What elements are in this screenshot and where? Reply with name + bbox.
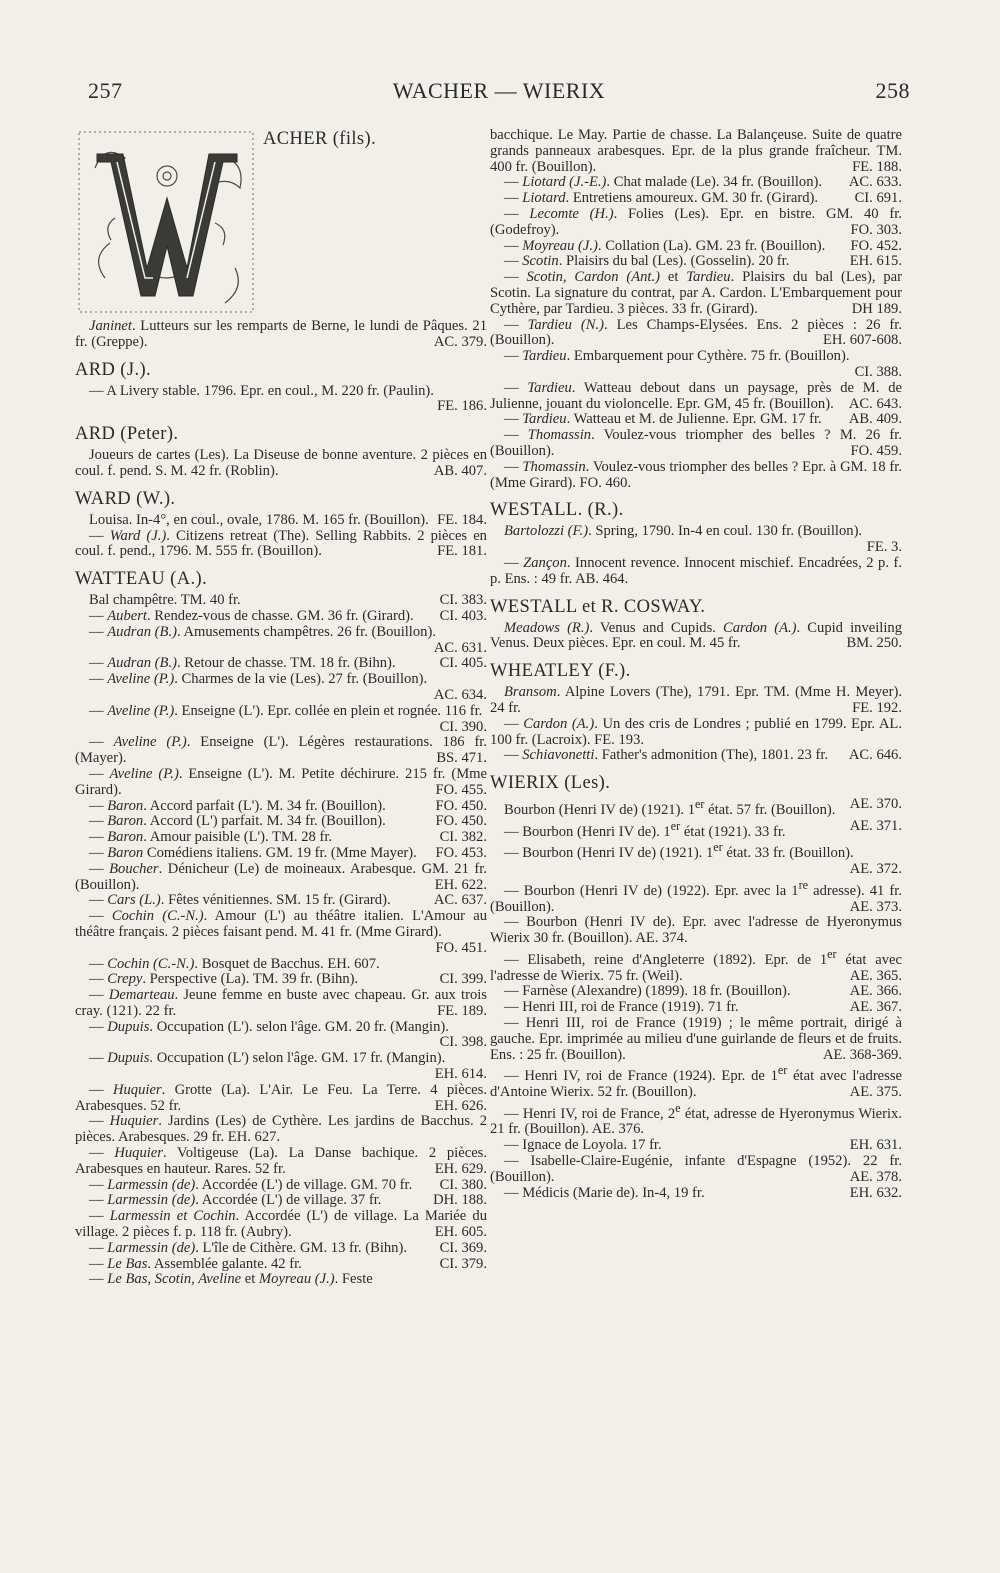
entry-heading: WHEATLEY (F.). xyxy=(490,661,631,682)
entry-text: Janinet. Lutteurs sur les remparts de Berne, le lundi de Pâques. 21 fr. (Greppe). AC. 379. xyxy=(75,318,487,350)
entry-text: — Tardieu. Watteau et M. de Julienne. Epr. GM. 17 fr. AB. 409. xyxy=(504,411,902,428)
entry-text: — Bourbon (Henri IV de). 1er état (1921). 33 fr. AE. 371. xyxy=(504,817,902,840)
decorated-initial-w xyxy=(75,128,257,316)
entry-text: — Huquier. Jardins (Les) de Cythère. Les jardins de Bacchus. 2 pièces. Arabesques. 29 fr. EH. 627. xyxy=(75,1113,487,1146)
catalog-reference: FO. 455. xyxy=(435,781,487,798)
catalog-reference: EH. 629. xyxy=(434,1160,487,1177)
catalog-reference: FO. 451. xyxy=(435,939,487,956)
catalog-reference: FE. 186. xyxy=(437,398,487,415)
entry-text: — Cochin (C.-N.). Bosquet de Bacchus. EH. 607. xyxy=(89,955,380,972)
entry-text: — Crepy. Perspective (La). TM. 39 fr. (Bihn). CI. 399. xyxy=(89,971,487,988)
entry-text: — Lecomte (H.). Folies (Les). Epr. en bistre. GM. 40 fr. (Godefroy). FO. 303. xyxy=(490,205,902,238)
catalog-reference: EH. 614. xyxy=(434,1066,487,1083)
catalog-reference: FE. 189. xyxy=(437,1002,487,1019)
entry-text: — Aubert. Rendez-vous de chasse. GM. 36 fr. (Girard). CI. 403. xyxy=(89,607,487,624)
entry-text: — Bourbon (Henri IV de) (1922). Epr. avec la 1re adresse). 41 fr. (Bouillon). AE. 373. xyxy=(490,877,902,915)
catalog-reference: AB. 409. xyxy=(848,411,902,428)
running-title: WACHER — WIERIX xyxy=(392,78,606,103)
entry-text: — Huquier. Grotte (La). L'Air. Le Feu. La Terre. 4 pièces. Arabesques. 52 fr. EH. 626. xyxy=(75,1081,487,1114)
catalog-reference: EH. 626. xyxy=(434,1097,487,1114)
catalog-reference: CI. 383. xyxy=(439,592,487,609)
entry-text: — Scotin. Plaisirs du bal (Les). (Gosselin). 20 fr. EH. 615. xyxy=(504,253,902,270)
entry-text: — Audran (B.). Amusements champêtres. 26 fr. (Bouillon). AC. 631. xyxy=(89,623,487,656)
catalog-reference: FO. 450. xyxy=(435,813,487,830)
entry-heading: WESTALL et R. COSWAY. xyxy=(490,596,706,617)
entry-text: — Liotard (J.-E.). Chat malade (Le). 34 fr. (Bouillon). AC. 633. xyxy=(504,174,902,191)
catalog-reference: EH. 632. xyxy=(849,1184,902,1201)
entry-text: — A Livery stable. 1796. Epr. en coul., M. 220 fr. (Paulin). FE. 186. xyxy=(89,382,487,415)
catalog-reference: FO. 452. xyxy=(850,237,902,254)
entry-heading: WESTALL. (R.). xyxy=(490,500,624,521)
catalog-reference: AE. 366. xyxy=(849,983,902,1000)
catalog-reference: AE. 368-369. xyxy=(822,1046,902,1063)
catalog-reference: CI. 403. xyxy=(439,607,487,624)
entry-text: — Boucher. Dénicheur (Le) de moineaux. Arabesque. GM. 21 fr. (Bouillon). EH. 622. xyxy=(75,860,487,893)
catalog-reference: FE. 3. xyxy=(866,539,902,556)
entry-text: Bourbon (Henri IV de) (1921). 1er état. 57 fr. (Bouillon). AE. 370. xyxy=(504,796,902,818)
catalog-reference: AB. 407. xyxy=(433,462,487,479)
catalog-reference: AC. 379. xyxy=(433,333,487,350)
entry-heading: ARD (J.). xyxy=(75,359,152,380)
entry-text: — Liotard. Entretiens amoureux. GM. 30 fr. (Girard). CI. 691. xyxy=(504,190,902,207)
catalog-reference: AE. 367. xyxy=(849,999,902,1016)
entry-text: — Farnèse (Alexandre) (1899). 18 fr. (Bouillon). AE. 366. xyxy=(504,983,902,1000)
catalog-reference: CI. 369. xyxy=(439,1239,487,1256)
catalog-reference: CI. 380. xyxy=(439,1176,487,1193)
entry-text: — Le Bas. Assemblée galante. 42 fr. CI. 379. xyxy=(89,1255,487,1272)
entry-text: — Baron Comédiens italiens. GM. 19 fr. (Mme Mayer). FO. 453. xyxy=(89,844,487,861)
entry-text: — Henri III, roi de France (1919) ; le même portrait, dirigé à gauche. Epr. imprimée au milieu d'une guirlande de fleurs et de fruits. Ens. : 25 fr. (Bouillon). AE. 368-369. xyxy=(490,1014,902,1063)
entry-text: Meadows (R.). Venus and Cupids. Cardon (A.). Cupid inveiling Venus. Deux pièces. Epr. en coul. M. 45 fr. BM. 250. xyxy=(490,619,902,652)
entry-text: — Tardieu. Watteau debout dans un paysage, près de M. de Julienne, jouant du violoncelle. Epr. GM, 45 fr. (Bouillon). AC. 643. xyxy=(490,379,902,412)
entry-text: — Cars (L.). Fêtes vénitiennes. SM. 15 fr. (Girard). AC. 637. xyxy=(89,892,487,909)
catalog-reference: FE. 192. xyxy=(852,699,902,716)
entry-text: — Isabelle-Claire-Eugénie, infante d'Espagne (1952). 22 fr. (Bouillon). AE. 378. xyxy=(490,1153,902,1185)
catalog-reference: AC. 631. xyxy=(433,639,487,656)
entry-text: Bartolozzi (F.). Spring, 1790. In-4 en coul. 130 fr. (Bouillon). FE. 3. xyxy=(504,523,902,556)
catalog-reference: EH. 622. xyxy=(434,876,487,893)
entry-text: — Moyreau (J.). Collation (La). GM. 23 fr. (Bouillon). FO. 452. xyxy=(504,237,902,254)
catalog-reference: CI. 390. xyxy=(439,718,487,735)
catalog-reference: EH. 631. xyxy=(849,1137,902,1154)
entry-text: — Thomassin. Voulez-vous triompher des belles ? Epr. à GM. 18 fr. (Mme Girard). FO. 460. xyxy=(490,458,902,491)
page-number-left: 257 xyxy=(88,78,123,103)
ornamental-w-icon xyxy=(75,128,257,316)
entry-text: — Baron. Amour paisible (L'). TM. 28 fr. CI. 382. xyxy=(89,829,487,846)
page-header xyxy=(88,78,910,112)
entry-text: — Dupuis. Occupation (L') selon l'âge. GM. 17 fr. (Mangin). EH. 614. xyxy=(89,1050,487,1083)
catalog-reference: AC. 646. xyxy=(848,747,902,764)
entry-text: — Zançon. Innocent revence. Innocent mischief. Encadrées, 2 p. f. p. Ens. : 49 fr. AB. 464. xyxy=(490,554,902,587)
entry-heading: WIERIX (Les). xyxy=(490,773,611,794)
entry-text: Louisa. In-4°, en coul., ovale, 1786. M. 165 fr. (Bouillon). FE. 184. xyxy=(89,511,487,528)
entry-text: Joueurs de cartes (Les). La Diseuse de bonne aventure. 2 pièces en coul. f. pend. S. M. 42 fr. (Roblin). AB. 407. xyxy=(75,447,487,479)
catalog-reference: CI. 399. xyxy=(439,971,487,988)
catalog-reference: AC. 637. xyxy=(433,892,487,909)
catalog-reference: BS. 471. xyxy=(436,750,487,767)
catalog-reference: AE. 365. xyxy=(849,967,902,984)
entry-text: — Aveline (P.). Enseigne (L'). M. Petite déchirure. 215 fr. (Mme Girard). FO. 455. xyxy=(75,765,488,798)
catalog-reference: FO. 303. xyxy=(850,221,902,238)
catalog-reference: FE. 181. xyxy=(437,543,487,560)
entry-text: — Thomassin. Voulez-vous triompher des belles ? M. 26 fr. (Bouillon). FO. 459. xyxy=(490,427,902,459)
entry-text: — Schiavonetti. Father's admonition (The), 1801. 23 fr. AC. 646. xyxy=(504,747,902,764)
catalog-reference: FO. 450. xyxy=(435,797,487,814)
catalog-reference: DH. 188. xyxy=(433,1192,487,1209)
entry-text: — Aveline (P.). Enseigne (L'). Légères restaurations. 186 fr. (Mayer). BS. 471. xyxy=(75,734,488,767)
entry-text: — Henri IV, roi de France (1924). Epr. de 1er état avec l'adresse d'Antoine Wierix. 52 fr. (Bouillon). AE. 375. xyxy=(490,1063,902,1100)
catalog-reference: FE. 188. xyxy=(852,158,902,175)
right-column xyxy=(490,128,902,1201)
catalog-reference: EH. 615. xyxy=(849,253,902,270)
catalog-reference: CI. 388. xyxy=(854,363,902,380)
entry-text: — Bourbon (Henri IV de) (1921). 1er état. 33 fr. (Bouillon). AE. 372. xyxy=(504,840,902,878)
catalog-reference: AE. 378. xyxy=(849,1168,902,1185)
entry-text: — Scotin, Cardon (Ant.) et Tardieu. Plaisirs du bal (Les), par Scotin. La signature du contrat, par A. Cardon. L'Embarquement pour Cythère, par Tardieu. 3 pièces. 33 fr. (Girard). DH 189. xyxy=(490,269,902,317)
entry-text: — Ward (J.). Citizens retreat (The). Selling Rabbits. 2 pièces en coul. f. pend., 1796. M. 555 fr. (Bouillon). FE. 181. xyxy=(75,527,487,560)
entry-heading: WATTEAU (A.). xyxy=(75,569,208,590)
entry-text: — Bourbon (Henri IV de). Epr. avec l'adresse de Hyeronymus Wierix 30 fr. (Bouillon). AE. 374. xyxy=(490,914,902,947)
entry-text: — Cardon (A.). Un des cris de Londres ; publié en 1799. Epr. AL. 100 fr. (Lacroix). FE. 193. xyxy=(490,715,902,748)
catalog-reference: AC. 634. xyxy=(433,686,487,703)
left-column xyxy=(75,128,487,1288)
catalog-reference: CI. 379. xyxy=(439,1255,487,1272)
entry-heading: ACHER (fils). xyxy=(263,129,377,149)
entry-text: Bransom. Alpine Lovers (The), 1791. Epr. TM. (Mme H. Meyer). 24 fr. FE. 192. xyxy=(490,684,902,716)
catalog-reference: FE. 184. xyxy=(437,511,487,528)
catalog-reference: AE. 373. xyxy=(849,898,902,915)
entry-text: — Baron. Accord parfait (L'). M. 34 fr. (Bouillon). FO. 450. xyxy=(89,797,487,814)
catalog-reference: FO. 453. xyxy=(435,844,487,861)
entry-text: — Larmessin (de). Accordée (L') de village. GM. 70 fr. CI. 380. xyxy=(89,1176,487,1193)
catalog-reference: AC. 633. xyxy=(848,174,902,191)
catalog-reference: AE. 372. xyxy=(849,861,902,878)
catalog-reference: BM. 250. xyxy=(846,635,902,652)
page-number-right: 258 xyxy=(875,78,910,103)
catalog-reference: CI. 398. xyxy=(439,1034,487,1051)
catalog-reference: AE. 371. xyxy=(849,817,902,834)
entry-text: — Le Bas, Scotin, Aveline et Moyreau (J.). Feste xyxy=(89,1271,373,1288)
entry-text: — Larmessin (de). Accordée (L') de village. 37 fr. DH. 188. xyxy=(89,1192,487,1209)
entry-text: bacchique. Le May. Partie de chasse. La Balançeuse. Suite de quatre grands panneaux arabesques. Epr. de la plus grande fraîcheur. TM. 400 fr. (Bouillon). FE. 188. xyxy=(490,127,902,175)
entry-text: — Demarteau. Jeune femme en buste avec chapeau. Gr. aux trois cray. (121). 22 fr. FE. 189. xyxy=(75,987,487,1019)
catalog-reference: CI. 691. xyxy=(854,190,902,207)
catalog-reference: DH 189. xyxy=(851,300,902,317)
entry-text: — Audran (B.). Retour de chasse. TM. 18 fr. (Bihn). CI. 405. xyxy=(89,655,487,672)
entry-text: — Elisabeth, reine d'Angleterre (1892). Epr. de 1er état avec l'adresse de Wierix. 75 fr. (Weil). AE. 365. xyxy=(490,946,902,984)
catalog-reference: CI. 382. xyxy=(439,829,487,846)
entry-text: — Tardieu. Embarquement pour Cythère. 75 fr. (Bouillon). CI. 388. xyxy=(504,348,902,380)
entry-text: — Aveline (P.). Charmes de la vie (Les). 27 fr. (Bouillon). AC. 634. xyxy=(89,671,487,703)
entry-text: — Huquier. Voltigeuse (La). La Danse bachique. 2 pièces. Arabesques en hauteur. Rares. 52 fr. EH. 629. xyxy=(75,1145,488,1177)
catalog-reference: FO. 459. xyxy=(850,442,902,459)
entry-text: — Larmessin (de). L'île de Cithère. GM. 13 fr. (Bihn). CI. 369. xyxy=(89,1239,487,1256)
entry-heading: WARD (W.). xyxy=(75,488,176,509)
entry-text: — Baron. Accord (L') parfait. M. 34 fr. (Bouillon). FO. 450. xyxy=(89,813,487,830)
entry-text: — Cochin (C.-N.). Amour (L') au théâtre italien. L'Amour au théâtre français. 2 pièces faisant pend. M. 41 fr. (Mme Girard). FO. 451. xyxy=(75,908,487,956)
catalog-reference: EH. 605. xyxy=(434,1224,487,1241)
entry-text: — Aveline (P.). Enseigne (L'). Epr. collée en plein et rognée. 116 fr. CI. 390. xyxy=(89,702,487,735)
entry-text: Bal champêtre. TM. 40 fr. CI. 383. xyxy=(89,592,487,609)
entry-text: — Henri IV, roi de France, 2e état, adresse de Hyeronymus Wierix. 21 fr. (Bouillon). AE. 376. xyxy=(490,1100,903,1138)
entry-text: — Ignace de Loyola. 17 fr. EH. 631. xyxy=(504,1137,902,1154)
entry-text: — Dupuis. Occupation (L'). selon l'âge. GM. 20 fr. (Mangin). CI. 398. xyxy=(89,1018,487,1051)
catalog-reference: AE. 370. xyxy=(849,796,902,813)
entry-text: — Tardieu (N.). Les Champs-Elysées. Ens. 2 pièces : 26 fr. (Bouillon). EH. 607-608. xyxy=(490,316,902,349)
catalog-reference: CI. 405. xyxy=(439,655,487,672)
entry-text: — Médicis (Marie de). In-4, 19 fr. EH. 632. xyxy=(504,1184,902,1201)
catalog-reference: EH. 607-608. xyxy=(822,332,902,349)
catalog-reference: AE. 375. xyxy=(849,1084,902,1100)
entry-heading: ARD (Peter). xyxy=(75,424,179,445)
entry-text: — Henri III, roi de France (1919). 71 fr. AE. 367. xyxy=(504,999,902,1016)
entry-text: — Larmessin et Cochin. Accordée (L') de village. La Mariée du village. 2 pièces f. p. 118 fr. (Aubry). EH. 605. xyxy=(75,1208,487,1241)
catalog-reference: AC. 643. xyxy=(848,395,902,412)
